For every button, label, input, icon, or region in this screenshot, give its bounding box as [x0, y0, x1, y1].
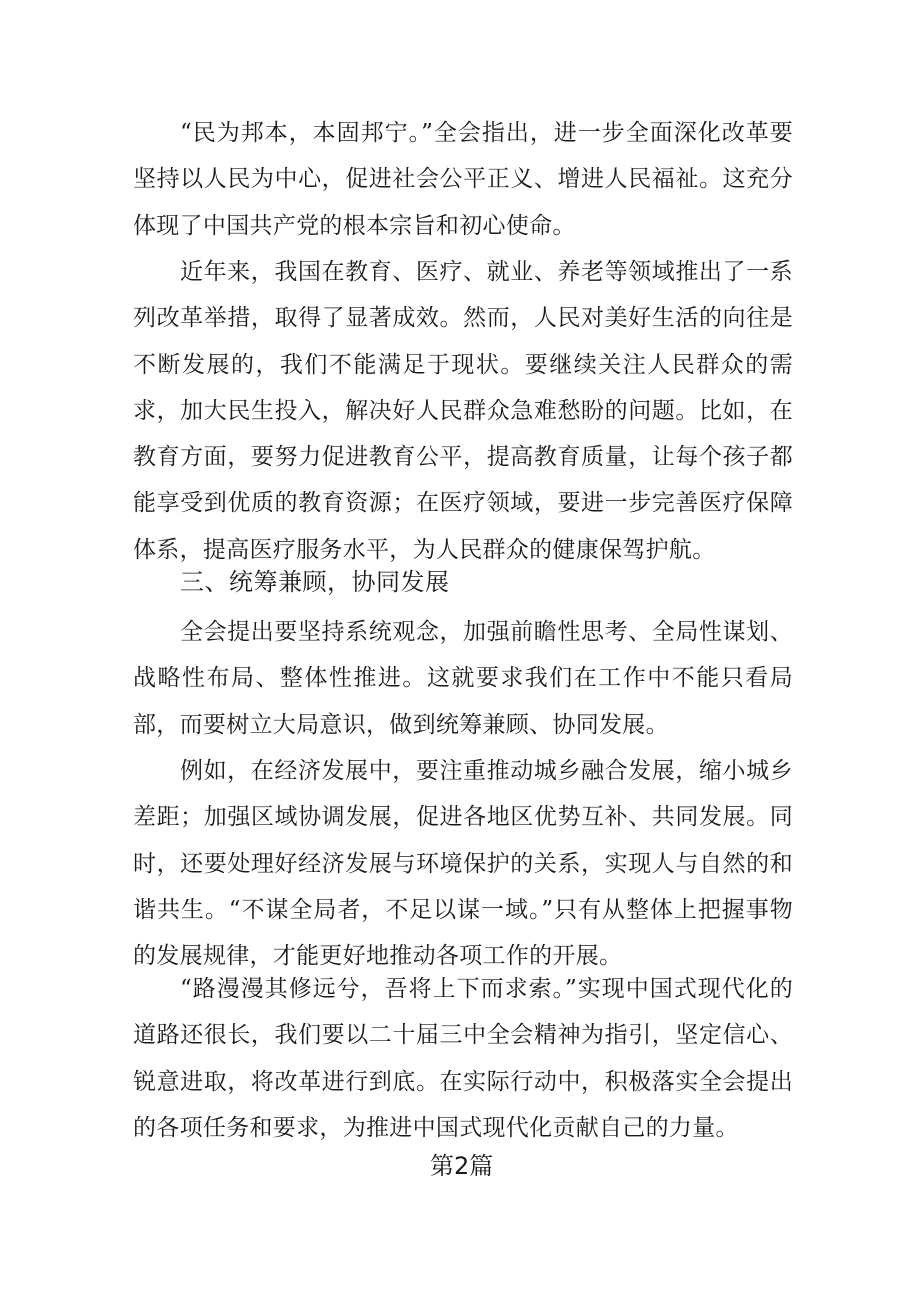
- paragraph-reform-measures: 近年来，我国在教育、医疗、就业、养老等领域推出了一系列改革举措，取得了显著成效。然而，人民对美好生活的向往是不断发展的，我们不能满足于现状。要继续关注人民群众的需求，加大民生投入，解决好人民群众急难愁盼的问题。比如，在教育方面，要努力促进教育公平，提高教育质量，让每个孩子都能享受到优质的教育资源；在医疗领域，要进一步完善医疗保障体系，提高医疗服务水平，为人民群众的健康保驾护航。: [133, 259, 793, 563]
- section-heading: 三、统筹兼顾，协同发展: [180, 568, 450, 596]
- paragraph-coordinated-development: 例如，在经济发展中，要注重推动城乡融合发展，缩小城乡差距；加强区域协调发展，促进各地区优势互补、共同发展。同时，还要处理好经济发展与环境保护的关系，实现人与自然的和谐共生。“不谋全局者，不足以谋一域。”只有从整体上把握事物的发展规律，才能更好地推动各项工作的开展。: [133, 758, 793, 970]
- paragraph-people-centered: “民为邦本，本固邦宁。”全会指出，进一步全面深化改革要坚持以人民为中心，促进社会公平正义、增进人民福祉。这充分体现了中国共产党的根本宗旨和初心使命。: [133, 120, 793, 239]
- paragraph-system-view: 全会提出要坚持系统观念，加强前瞻性思考、全局性谋划、战略性布局、整体性推进。这就要求我们在工作中不能只看局部，而要树立大局意识，做到统筹兼顾、协同发展。: [133, 619, 793, 738]
- paragraph-modernization-path: “路漫漫其修远兮，吾将上下而求索。”实现中国式现代化的道路还很长，我们要以二十届三中全会精神为指引，坚定信心、锐意进取，将改革进行到底。在实际行动中，积极落实全会提出的各项任务和要求，为推进中国式现代化贡献自己的力量。: [133, 976, 793, 1141]
- part-label: 第2篇: [430, 1152, 494, 1180]
